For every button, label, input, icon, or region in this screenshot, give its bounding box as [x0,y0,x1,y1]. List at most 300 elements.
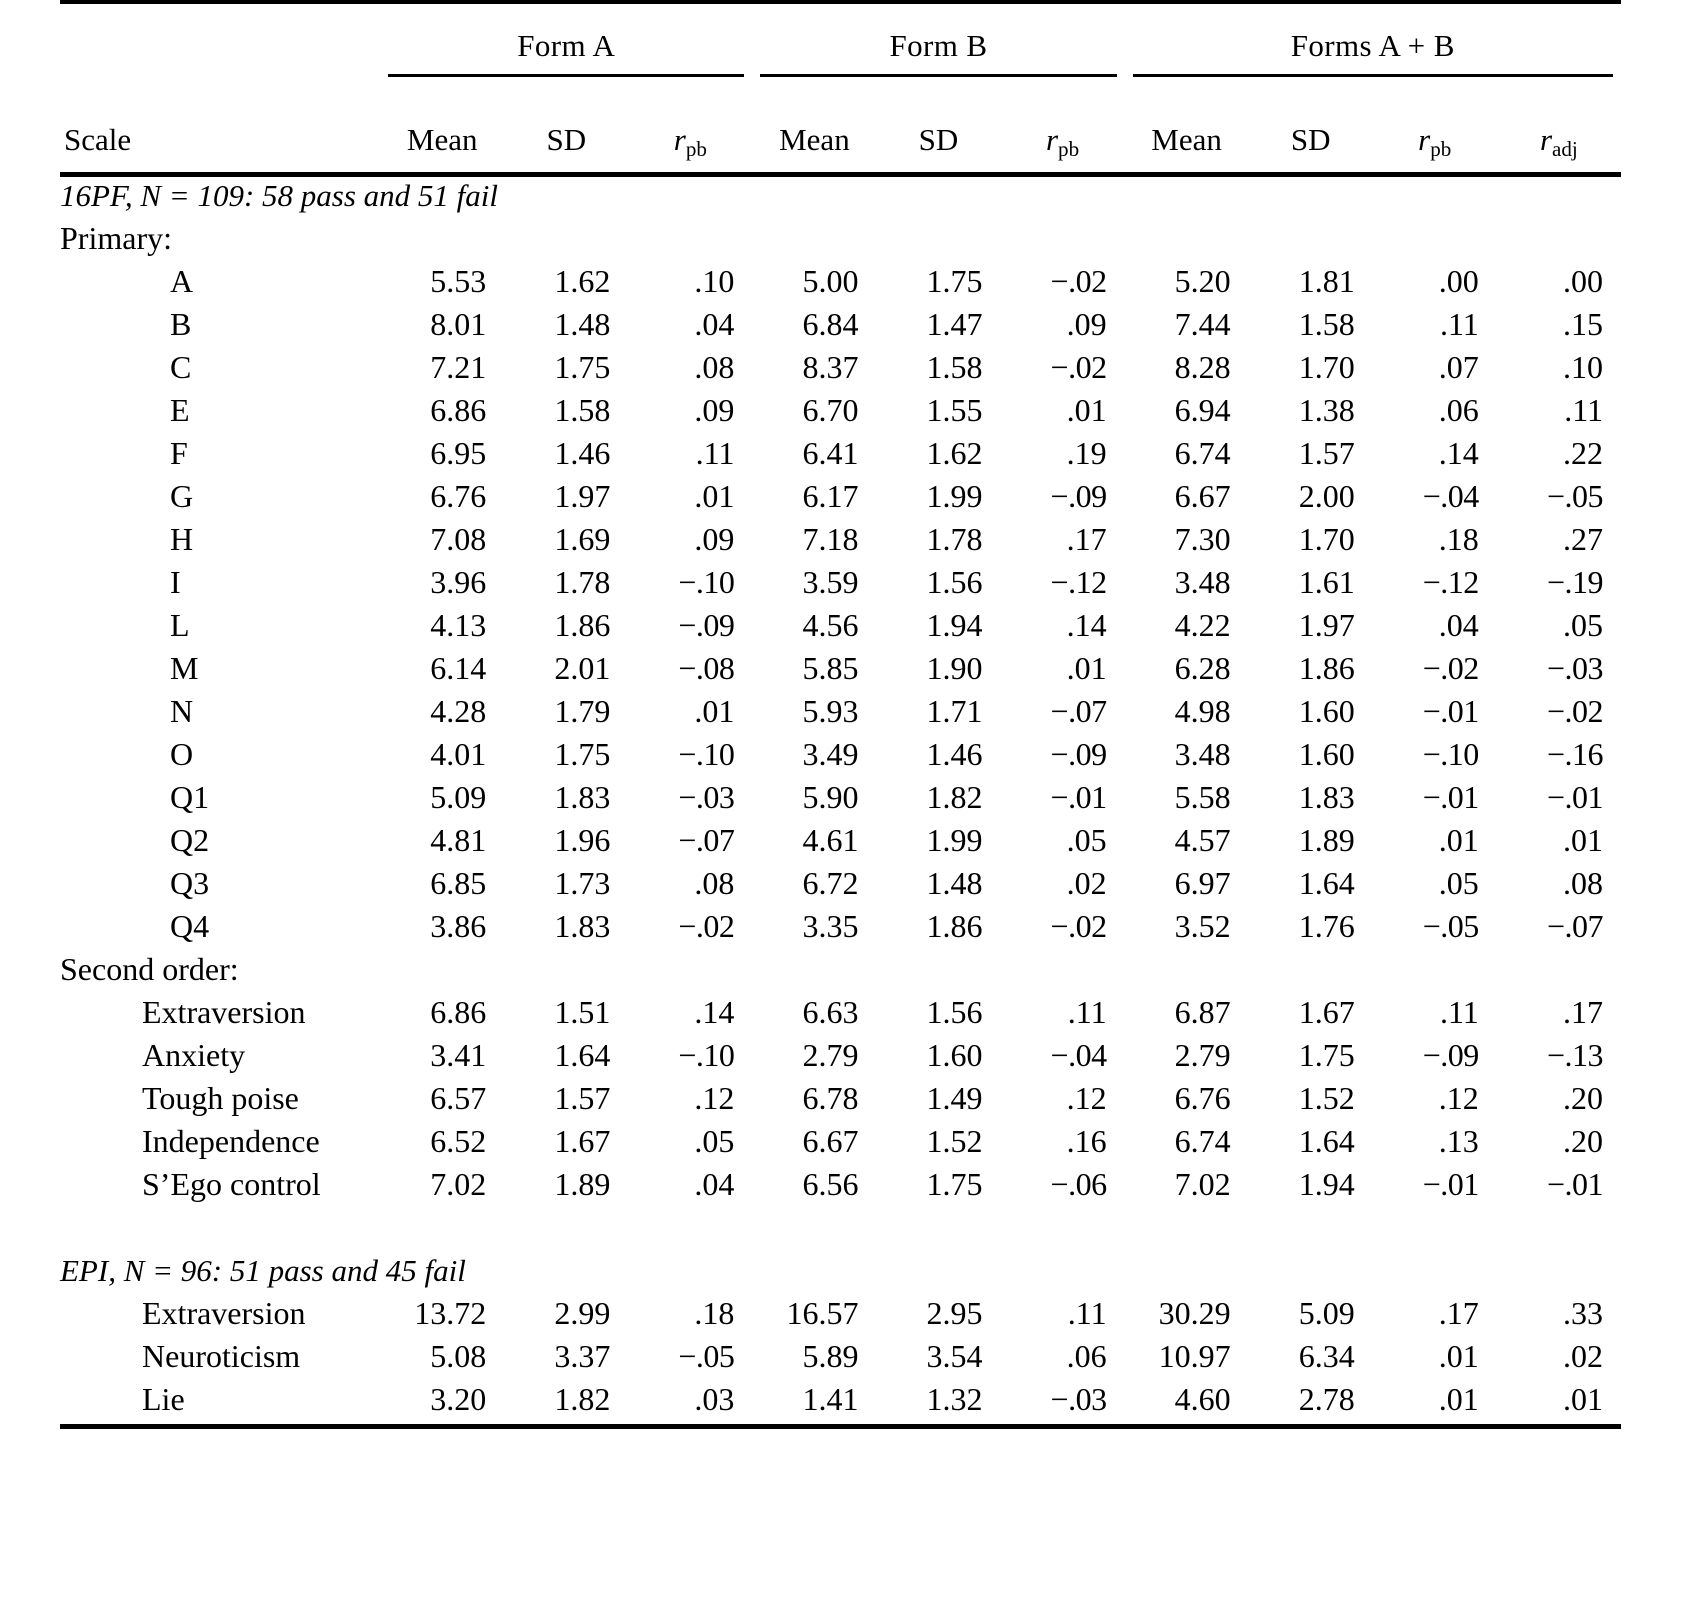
table-row [60,1338,1621,1381]
cell-b-sd: 1.71 [926,693,983,729]
cell-b-mean: 6.70 [802,392,859,428]
group-header-form-b: Form B [889,28,988,63]
cell-ab-mean: 6.67 [1174,478,1231,514]
cell-a-mean: 4.01 [430,736,487,772]
row-label-scale: I [170,564,181,600]
cell-a-mean: 3.41 [430,1037,487,1073]
table-header [60,4,1621,177]
cell-ab-rpb: −.10 [1422,736,1479,772]
cell-b-rpb: −.12 [1050,564,1107,600]
group-rule-form-a [380,70,752,80]
cell-a-mean: 6.95 [430,435,487,471]
cell-b-mean: 5.89 [802,1338,859,1374]
cell-ab-radj: .08 [1563,865,1603,901]
cell-a-rpb: .05 [694,1123,735,1159]
cell-b-rpb: .17 [1066,521,1107,557]
cell-ab-mean: 3.48 [1174,564,1231,600]
table-row [60,1037,1621,1080]
cell-b-rpb: −.09 [1050,478,1107,514]
cell-a-rpb: −.05 [678,1338,735,1374]
cell-b-sd: 3.54 [926,1338,983,1374]
cell-b-sd: 1.52 [926,1123,983,1159]
cell-b-rpb: .11 [1067,994,1107,1030]
cell-b-rpb: −.06 [1050,1166,1107,1202]
cell-ab-radj: −.19 [1546,564,1603,600]
table-row [60,779,1621,822]
cell-a-sd: 1.64 [554,1037,611,1073]
row-label-scale: Extraversion [142,994,306,1030]
cell-ab-radj: .01 [1563,822,1603,858]
cell-a-mean: 6.14 [430,650,487,686]
cell-ab-rpb: .01 [1438,1381,1479,1417]
cell-a-rpb: .11 [695,435,735,471]
cell-a-sd: 1.96 [554,822,611,858]
cell-ab-sd: 1.94 [1298,1166,1355,1202]
row-label-scale: Neuroticism [142,1338,301,1374]
row-label-scale: L [170,607,190,643]
cell-ab-sd: 1.60 [1298,693,1355,729]
cell-ab-radj: .11 [1564,392,1603,428]
cell-a-rpb: .09 [694,521,735,557]
cell-b-sd: 1.32 [926,1381,983,1417]
table-bottom-rule [60,1424,1621,1429]
cell-ab-rpb: −.05 [1422,908,1479,944]
cell-ab-rpb: .05 [1438,865,1479,901]
cell-a-sd: 1.69 [554,521,611,557]
cell-ab-radj: −.13 [1546,1037,1603,1073]
cell-b-rpb: .05 [1066,822,1107,858]
cell-ab-mean: 4.60 [1174,1381,1231,1417]
cell-b-rpb: −.04 [1050,1037,1107,1073]
cell-b-rpb: .19 [1066,435,1107,471]
cell-ab-sd: 1.76 [1298,908,1355,944]
row-label-scale: Extraversion [142,1295,306,1331]
cell-a-mean: 6.85 [430,865,487,901]
cell-a-sd: 1.89 [554,1166,611,1202]
cell-ab-radj: .02 [1563,1338,1603,1374]
row-label-scale: O [170,736,194,772]
cell-ab-rpb: .17 [1438,1295,1479,1331]
cell-a-rpb: −.02 [678,908,735,944]
cell-b-sd: 1.58 [926,349,983,385]
cell-a-mean: 6.86 [430,392,487,428]
cell-b-mean: 2.79 [802,1037,859,1073]
cell-a-mean: 3.96 [430,564,487,600]
cell-b-mean: 3.49 [802,736,859,772]
cell-ab-radj: .05 [1563,607,1603,643]
cell-ab-rpb: .13 [1438,1123,1479,1159]
row-label-scale: Anxiety [142,1037,246,1073]
cell-b-rpb: .09 [1066,306,1107,342]
row-label-scale: Q4 [170,908,210,944]
column-header-scale: Scale [64,122,132,157]
group-header-forms-ab: Forms A + B [1290,28,1455,63]
row-label-scale: B [170,306,192,342]
footer-rule-row [60,1424,1621,1429]
column-header-ab-mean: Mean [1151,122,1222,157]
cell-b-rpb: −.09 [1050,736,1107,772]
cell-ab-rpb: −.01 [1422,693,1479,729]
cell-ab-sd: 1.61 [1298,564,1355,600]
table-footer [60,1424,1621,1429]
cell-b-sd: 1.75 [926,1166,983,1202]
row-label-scale: M [170,650,199,686]
cell-b-rpb: .06 [1066,1338,1107,1374]
column-header-b-sd: SD [918,122,959,157]
subsection-title-row [60,951,1621,994]
cell-ab-sd: 1.70 [1298,521,1355,557]
cell-a-rpb: −.08 [678,650,735,686]
cell-b-mean: 6.56 [802,1166,859,1202]
cell-a-mean: 13.72 [414,1295,487,1331]
cell-b-sd: 1.56 [926,994,983,1030]
row-label-scale: G [170,478,194,514]
column-header-row [60,80,1621,172]
cell-a-rpb: .03 [694,1381,735,1417]
cell-ab-radj: .10 [1563,349,1603,385]
cell-ab-radj: .01 [1563,1381,1603,1417]
cell-b-sd: 1.46 [926,736,983,772]
cell-ab-radj: .22 [1563,435,1603,471]
cell-ab-rpb: −.04 [1422,478,1479,514]
cell-ab-mean: 6.74 [1174,1123,1231,1159]
cell-a-mean: 5.53 [430,263,487,299]
cell-a-sd: 1.79 [554,693,611,729]
cell-ab-rpb: −.01 [1422,779,1479,815]
cell-b-mean: 6.78 [802,1080,859,1116]
cell-a-rpb: .18 [694,1295,735,1331]
row-label-scale: F [170,435,188,471]
cell-a-sd: 1.86 [554,607,611,643]
cell-a-rpb: .01 [694,693,735,729]
cell-b-mean: 7.18 [802,521,859,557]
column-header-ab-radj: $r_{adj}$ [1539,122,1578,161]
group-rule-row [60,70,1621,80]
cell-ab-rpb: −.02 [1422,650,1479,686]
cell-b-mean: 6.63 [802,994,859,1030]
table-row [60,521,1621,564]
cell-b-sd: 1.56 [926,564,983,600]
cell-a-rpb: −.10 [678,736,735,772]
cell-a-mean: 5.08 [430,1338,487,1374]
cell-ab-radj: −.16 [1546,736,1603,772]
cell-ab-sd: 1.81 [1298,263,1355,299]
cell-b-rpb: .11 [1067,1295,1107,1331]
cell-ab-mean: 7.02 [1174,1166,1231,1202]
cell-a-mean: 5.09 [430,779,487,815]
cell-ab-sd: 6.34 [1298,1338,1355,1374]
cell-b-mean: 16.57 [786,1295,859,1331]
cell-b-rpb: −.02 [1050,263,1107,299]
table-row [60,478,1621,521]
cell-a-rpb: .08 [694,349,735,385]
cell-ab-radj: −.05 [1546,478,1603,514]
column-header-a-rpb: $r_{pb}$ [673,122,707,161]
cell-ab-rpb: −.01 [1422,1166,1479,1202]
cell-ab-mean: 5.20 [1174,263,1231,299]
cell-b-sd: 1.99 [926,478,983,514]
cell-a-rpb: −.03 [678,779,735,815]
table-row [60,650,1621,693]
cell-ab-radj: −.07 [1546,908,1603,944]
table-row [60,908,1621,951]
cell-ab-mean: 6.28 [1174,650,1231,686]
cell-a-sd: 2.99 [554,1295,611,1331]
cell-b-mean: 4.56 [802,607,859,643]
section-spacer [60,1209,1621,1252]
column-header-ab-sd: SD [1290,122,1331,157]
cell-a-sd: 1.75 [554,349,611,385]
column-header-b-mean: Mean [779,122,850,157]
cell-b-rpb: −.02 [1050,349,1107,385]
table-row [60,607,1621,650]
cell-ab-radj: −.01 [1546,779,1603,815]
cell-ab-sd: 1.64 [1298,865,1355,901]
cell-ab-mean: 7.30 [1174,521,1231,557]
group-rule-form-b [752,70,1124,80]
cell-a-sd: 1.62 [554,263,611,299]
cell-a-sd: 1.46 [554,435,611,471]
cell-a-sd: 1.97 [554,478,611,514]
cell-ab-sd: 1.86 [1298,650,1355,686]
cell-b-rpb: .16 [1066,1123,1107,1159]
cell-a-sd: 1.83 [554,779,611,815]
cell-a-sd: 1.75 [554,736,611,772]
row-label-scale: Q3 [170,865,210,901]
statistics-table [60,4,1621,1429]
cell-ab-sd: 1.67 [1298,994,1355,1030]
cell-ab-radj: −.03 [1546,650,1603,686]
group-rule-forms-ab [1125,70,1621,80]
cell-ab-rpb: .01 [1438,822,1479,858]
cell-a-mean: 6.76 [430,478,487,514]
cell-a-mean: 6.86 [430,994,487,1030]
cell-ab-mean: 30.29 [1158,1295,1231,1331]
cell-ab-sd: 1.57 [1298,435,1355,471]
cell-b-mean: 1.41 [802,1381,859,1417]
cell-b-rpb: −.03 [1050,1381,1107,1417]
cell-b-sd: 1.90 [926,650,983,686]
group-header-form-a: Form A [517,28,616,63]
cell-b-sd: 1.62 [926,435,983,471]
cell-ab-mean: 4.57 [1174,822,1231,858]
cell-b-sd: 1.55 [926,392,983,428]
cell-ab-mean: 3.48 [1174,736,1231,772]
cell-a-rpb: .04 [694,1166,735,1202]
cell-b-mean: 3.35 [802,908,859,944]
section-title: 16PF, N = 109: 58 pass and 51 fail [60,178,499,213]
cell-ab-sd: 1.70 [1298,349,1355,385]
cell-ab-mean: 4.98 [1174,693,1231,729]
table-row [60,306,1621,349]
cell-b-sd: 1.78 [926,521,983,557]
cell-b-sd: 1.82 [926,779,983,815]
cell-b-sd: 1.99 [926,822,983,858]
cell-a-mean: 4.28 [430,693,487,729]
cell-ab-radj: .00 [1563,263,1603,299]
cell-ab-radj: .27 [1563,521,1603,557]
cell-b-sd: 1.75 [926,263,983,299]
cell-ab-sd: 1.64 [1298,1123,1355,1159]
cell-b-sd: 1.47 [926,306,983,342]
cell-a-rpb: .04 [694,306,735,342]
cell-ab-sd: 1.52 [1298,1080,1355,1116]
cell-a-rpb: −.10 [678,1037,735,1073]
cell-b-rpb: .01 [1066,392,1107,428]
table-row [60,1381,1621,1424]
cell-ab-radj: .15 [1563,306,1603,342]
cell-b-rpb: .02 [1066,865,1107,901]
cell-a-mean: 4.13 [430,607,487,643]
cell-b-rpb: −.07 [1050,693,1107,729]
table-row [60,349,1621,392]
table-row [60,736,1621,779]
cell-ab-sd: 1.83 [1298,779,1355,815]
cell-b-sd: 1.94 [926,607,983,643]
cell-ab-sd: 5.09 [1298,1295,1355,1331]
table-row [60,1295,1621,1338]
cell-a-sd: 1.58 [554,392,611,428]
cell-ab-radj: .33 [1563,1295,1603,1331]
cell-ab-sd: 1.58 [1298,306,1355,342]
table-row [60,392,1621,435]
cell-ab-radj: .20 [1563,1080,1603,1116]
column-header-b-rpb: $r_{pb}$ [1045,122,1080,161]
table-body [60,177,1621,1424]
cell-ab-sd: 2.00 [1298,478,1355,514]
cell-a-mean: 8.01 [430,306,487,342]
cell-a-mean: 3.20 [430,1381,487,1417]
cell-a-sd: 1.73 [554,865,611,901]
cell-ab-sd: 1.75 [1298,1037,1355,1073]
cell-b-mean: 8.37 [802,349,859,385]
cell-b-sd: 2.95 [926,1295,983,1331]
cell-ab-rpb: .11 [1439,306,1479,342]
cell-a-rpb: −.07 [678,822,735,858]
subsection-title: Primary: [60,220,172,256]
cell-b-mean: 5.93 [802,693,859,729]
cell-ab-mean: 7.44 [1174,306,1231,342]
cell-b-sd: 1.86 [926,908,983,944]
row-label-scale: E [170,392,190,428]
subsection-title: Second order: [60,951,239,987]
row-label-scale: A [170,263,194,299]
cell-ab-mean: 4.22 [1174,607,1231,643]
cell-ab-sd: 1.97 [1298,607,1355,643]
cell-b-rpb: −.02 [1050,908,1107,944]
row-label-scale: Tough poise [142,1080,299,1116]
cell-a-rpb: .01 [694,478,735,514]
table-row [60,865,1621,908]
cell-a-sd: 1.83 [554,908,611,944]
cell-a-mean: 3.86 [430,908,487,944]
cell-b-rpb: −.01 [1050,779,1107,815]
group-rule-blank [60,70,380,80]
section-title-row [60,1252,1621,1295]
cell-a-mean: 7.02 [430,1166,487,1202]
cell-b-mean: 5.90 [802,779,859,815]
cell-a-rpb: .12 [694,1080,735,1116]
cell-a-mean: 6.57 [430,1080,487,1116]
cell-a-mean: 7.21 [430,349,487,385]
table-row [60,263,1621,306]
cell-b-sd: 1.48 [926,865,983,901]
cell-ab-mean: 6.76 [1174,1080,1231,1116]
column-header-a-sd: SD [546,122,587,157]
group-header-row [60,4,1621,70]
cell-a-sd: 1.78 [554,564,611,600]
cell-b-mean: 6.72 [802,865,859,901]
cell-b-mean: 5.85 [802,650,859,686]
table-row [60,1166,1621,1209]
cell-ab-rpb: .06 [1438,392,1479,428]
table-row [60,1123,1621,1166]
table-row [60,693,1621,736]
table-row [60,1080,1621,1123]
cell-a-sd: 1.57 [554,1080,611,1116]
cell-ab-rpb: .11 [1439,994,1479,1030]
cell-ab-mean: 8.28 [1174,349,1231,385]
cell-ab-radj: .17 [1563,994,1603,1030]
cell-ab-rpb: .12 [1438,1080,1479,1116]
section-title-row [60,177,1621,220]
cell-ab-mean: 5.58 [1174,779,1231,815]
cell-a-sd: 1.48 [554,306,611,342]
cell-ab-rpb: .01 [1438,1338,1479,1374]
cell-b-mean: 3.59 [802,564,859,600]
row-label-scale: Q1 [170,779,210,815]
cell-a-rpb: .10 [694,263,735,299]
cell-ab-mean: 6.97 [1174,865,1231,901]
cell-a-mean: 6.52 [430,1123,487,1159]
row-label-scale: H [170,521,194,557]
row-label-scale: Q2 [170,822,210,858]
cell-ab-rpb: .04 [1438,607,1479,643]
cell-ab-rpb: .18 [1438,521,1479,557]
cell-a-mean: 7.08 [430,521,487,557]
column-header-a-mean: Mean [406,122,478,157]
cell-ab-rpb: .14 [1438,435,1479,471]
cell-ab-mean: 2.79 [1174,1037,1231,1073]
cell-a-rpb: −.09 [678,607,735,643]
cell-ab-mean: 3.52 [1174,908,1231,944]
spacer-cell [60,1209,1621,1252]
cell-b-mean: 6.17 [802,478,859,514]
cell-ab-rpb: −.09 [1422,1037,1479,1073]
cell-ab-sd: 1.89 [1298,822,1355,858]
cell-ab-mean: 6.74 [1174,435,1231,471]
cell-b-mean: 5.00 [802,263,859,299]
row-label-scale: N [170,693,194,729]
cell-ab-mean: 10.97 [1158,1338,1231,1374]
cell-b-rpb: .14 [1066,607,1107,643]
row-label-scale: Independence [142,1123,320,1159]
cell-a-sd: 1.82 [554,1381,611,1417]
row-label-scale: C [170,349,192,385]
cell-ab-radj: −.02 [1546,693,1603,729]
group-header-blank [60,4,380,70]
cell-a-sd: 3.37 [554,1338,611,1374]
cell-a-mean: 4.81 [430,822,487,858]
table-row [60,435,1621,478]
subsection-title-row [60,220,1621,263]
row-label-scale: Lie [142,1381,185,1417]
cell-b-mean: 6.84 [802,306,859,342]
cell-ab-sd: 1.60 [1298,736,1355,772]
table-row [60,564,1621,607]
cell-ab-sd: 1.38 [1298,392,1355,428]
cell-ab-mean: 6.87 [1174,994,1231,1030]
